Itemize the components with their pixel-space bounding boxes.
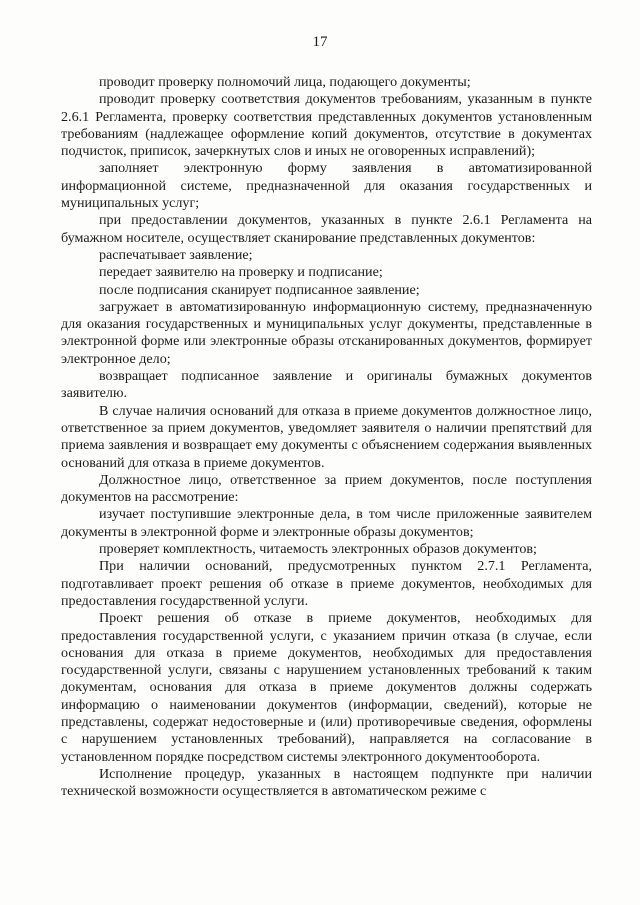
- paragraph-4: при предоставлении документов, указанных в пункте 2.6.1 Регламента на бумажном носителе, осуществляет сканирование представленных документов:: [61, 212, 592, 246]
- paragraph-12: изучает поступившие электронные дела, в том числе приложенные заявителем документы в электронной форме и электронные образы документов;: [61, 506, 592, 540]
- paragraph-1: проводит проверку полномочий лица, подающего документы;: [99, 74, 471, 90]
- paragraph-13: проверяет комплектность, читаемость электронных образов документов;: [99, 541, 537, 558]
- paragraph-16: Исполнение процедур, указанных в настоящем подпункте при наличии технической возможности осуществляется в автоматическом режиме с: [61, 765, 592, 800]
- paragraph-8: загружает в автоматизированную информационную систему, предназначенную для оказания государственных и муниципальных услуг документы, представленные в электронной форме или электронные образы отсканированных документов, формирует электронное дело;: [61, 298, 592, 367]
- paragraph-3: заполняет электронную форму заявления в автоматизированной информационной системе, предназначенной для оказания государственных и муниципальных услуг;: [61, 160, 592, 212]
- paragraph-11: Должностное лицо, ответственное за прием документов, после поступления документов на рассмотрение:: [61, 471, 592, 506]
- paragraph-9: возвращает подписанное заявление и оригиналы бумажных документов заявителю.: [61, 368, 592, 402]
- paragraph-6: передает заявителю на проверку и подписание;: [99, 264, 383, 281]
- paragraph-15: Проект решения об отказе в приеме документов, необходимых для предоставления государственной услуги, с указанием причин отказа (в случае, если основания для отказа в приеме документов, необходимых для предоставления государственной услуги, связаны с нарушением установленных требований к таким документам, основания для отказа в приеме документов должны содержать информацию о наименовании документов (информации, сведений), которые не представлены, содержат недостоверные и (или) противоречивые сведения, оформлены с нарушением установленных требований), направляется на согласование в установленном порядке посредством системы электронного документооборота.: [61, 610, 592, 765]
- document-body: [61, 74, 592, 800]
- paragraph-10: В случае наличия оснований для отказа в приеме документов должностное лицо, ответственное за прием документов, уведомляет заявителя о наличии препятствий для приема заявления и возвращает ему документы с объяснением содержания выявленных оснований для отказа в приеме документов.: [61, 402, 592, 471]
- paragraph-14: При наличии оснований, предусмотренных пунктом 2.7.1 Регламента, подготавливает проект решения об отказе в приеме документов, необходимых для предоставления государственной услуги.: [61, 558, 592, 609]
- paragraph-7: после подписания сканирует подписанное заявление;: [99, 281, 420, 298]
- page-number: 17: [312, 34, 328, 50]
- paragraph-2: проводит проверку соответствия документов требованиям, указанным в пункте 2.6.1 Регламента, проверку соответствия представленных документов установленным требованиям (надлежащее оформление копий документов, отсутствие в документах подчисток, приписок, зачеркнутых слов и иных не оговоренных исправлений);: [61, 91, 592, 160]
- paragraph-5: распечатывает заявление;: [99, 246, 253, 263]
